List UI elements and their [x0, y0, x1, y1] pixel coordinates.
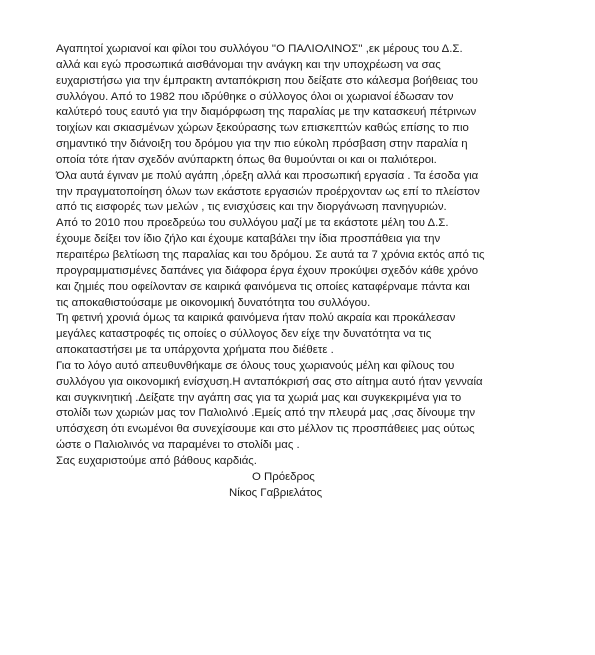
text-line: και ζημιές που οφείλονταν σε καιρικά φαινόμενα τις οποίες καταφέρναμε πάντα και	[56, 280, 470, 293]
text-line: περαιτέρω βελτίωση της παραλίας και του δρόμου. Σε αυτά τα 7 χρόνια εκτός από τις	[56, 248, 485, 261]
text-line: Τη φετινή χρονιά όμως τα καιρικά φαινόμενα ήταν πολύ ακραία και προκάλεσαν	[56, 312, 456, 325]
text-line: από τις εισφορές των μελών , τις ενισχύσεις και την διοργάνωση πανηγυριών.	[56, 201, 447, 214]
signature-name: Νίκος Γαβριελάτος	[229, 486, 323, 499]
text-line: υπόσχεση ότι ενωμένοι θα συνεχίσουμε και στο μέλλον τις προσπάθειες μας ούτως	[56, 423, 475, 436]
text-line: μεγάλες καταστροφές τις οποίες ο σύλλογος δεν είχε την δυνατότητα να τις	[56, 328, 432, 341]
text-line: τις αποκαθιστούσαμε με οικονομική δυνατότητα του συλλόγου.	[56, 296, 371, 309]
text-line: αποκαταστήσει με τα υπάρχοντα χρήματα που διέθετε .	[56, 344, 334, 357]
text-line: τοιχίων και σκιασμένων χώρων ξεκούρασης των επισκεπτών καθώς επίσης το πιο	[56, 122, 469, 135]
text-line: προγραμματισμένες δαπάνες για διάφορα έργα έχουν προκύψει σχεδόν κάθε χρόνο	[56, 264, 479, 277]
text-line: αλλά και εγώ προσωπικά αισθάνομαι την ανάγκη και την υποχρέωση να σας	[56, 58, 441, 71]
text-line: σημαντικό την διάνοιξη του δρόμου για την πιο εύκολη πρόσβαση στην παραλία η	[56, 138, 468, 151]
signature-title: Ο Πρόεδρος	[252, 470, 315, 483]
text-line: και συγκινητική .Δείξατε την αγάπη σας για τα χωριά μας και συγκεκριμένα για το	[56, 391, 462, 404]
text-line: Για το λόγο αυτό απευθυνθήκαμε σε όλους τους χωριανούς μέλη και φίλους του	[56, 359, 455, 372]
text-line: καλύτερό τους εαυτό για την διαμόρφωση της παραλίας με την κατασκευή πέτρινων	[56, 106, 477, 119]
text-line: στολίδι των χωριών μας τον Παλιολινό .Εμείς από την πλευρά μας ,σας δίνουμε την	[56, 407, 476, 420]
text-line: συλλόγου για οικονομική ενίσχυση.Η ανταπόκρισή σας στο αίτημα αυτό ήταν γενναία	[56, 375, 483, 388]
text-line: Από το 2010 που προεδρεύω του συλλόγου μαζί με τα εκάστοτε μέλη του Δ.Σ.	[56, 217, 449, 230]
letter-body	[56, 42, 566, 501]
text-line: ώστε ο Παλιολινός να παραμένει το στολίδι μας .	[56, 439, 300, 452]
text-line: την πραγματοποίηση όλων των εκάστοτε εργασιών προέρχονταν ως επί το πλείστον	[56, 185, 480, 198]
text-line: Όλα αυτά έγιναν με πολύ αγάπη ,όρεξη αλλά και προσωπική εργασία . Τα έσοδα για	[56, 169, 479, 182]
text-line: συλλόγου. Από το 1982 που ιδρύθηκε ο σύλλογος όλοι οι χωριανοί έδωσαν τον	[56, 90, 454, 103]
text-line: Σας ευχαριστούμε από βάθους καρδιάς.	[56, 454, 257, 467]
text-line: Αγαπητοί χωριανοί και φίλοι του συλλόγου ''Ο ΠΑΛΙΟΛΙΝΟΣ'' ,εκ μέρους του Δ.Σ.	[56, 43, 463, 55]
text-line: έχουμε δείξει τον ίδιο ζήλο και έχουμε καταβάλει την ίδια προσπάθεια για την	[56, 233, 441, 246]
text-line: οποία τότε ήταν σχεδόν ανύπαρκτη όπως θα θυμούνται οι και οι παλιότεροι.	[56, 153, 437, 166]
text-line: ευχαριστήσω για την έμπρακτη ανταπόκριση που δείξατε στο κάλεσμα βοήθειας του	[56, 74, 479, 87]
